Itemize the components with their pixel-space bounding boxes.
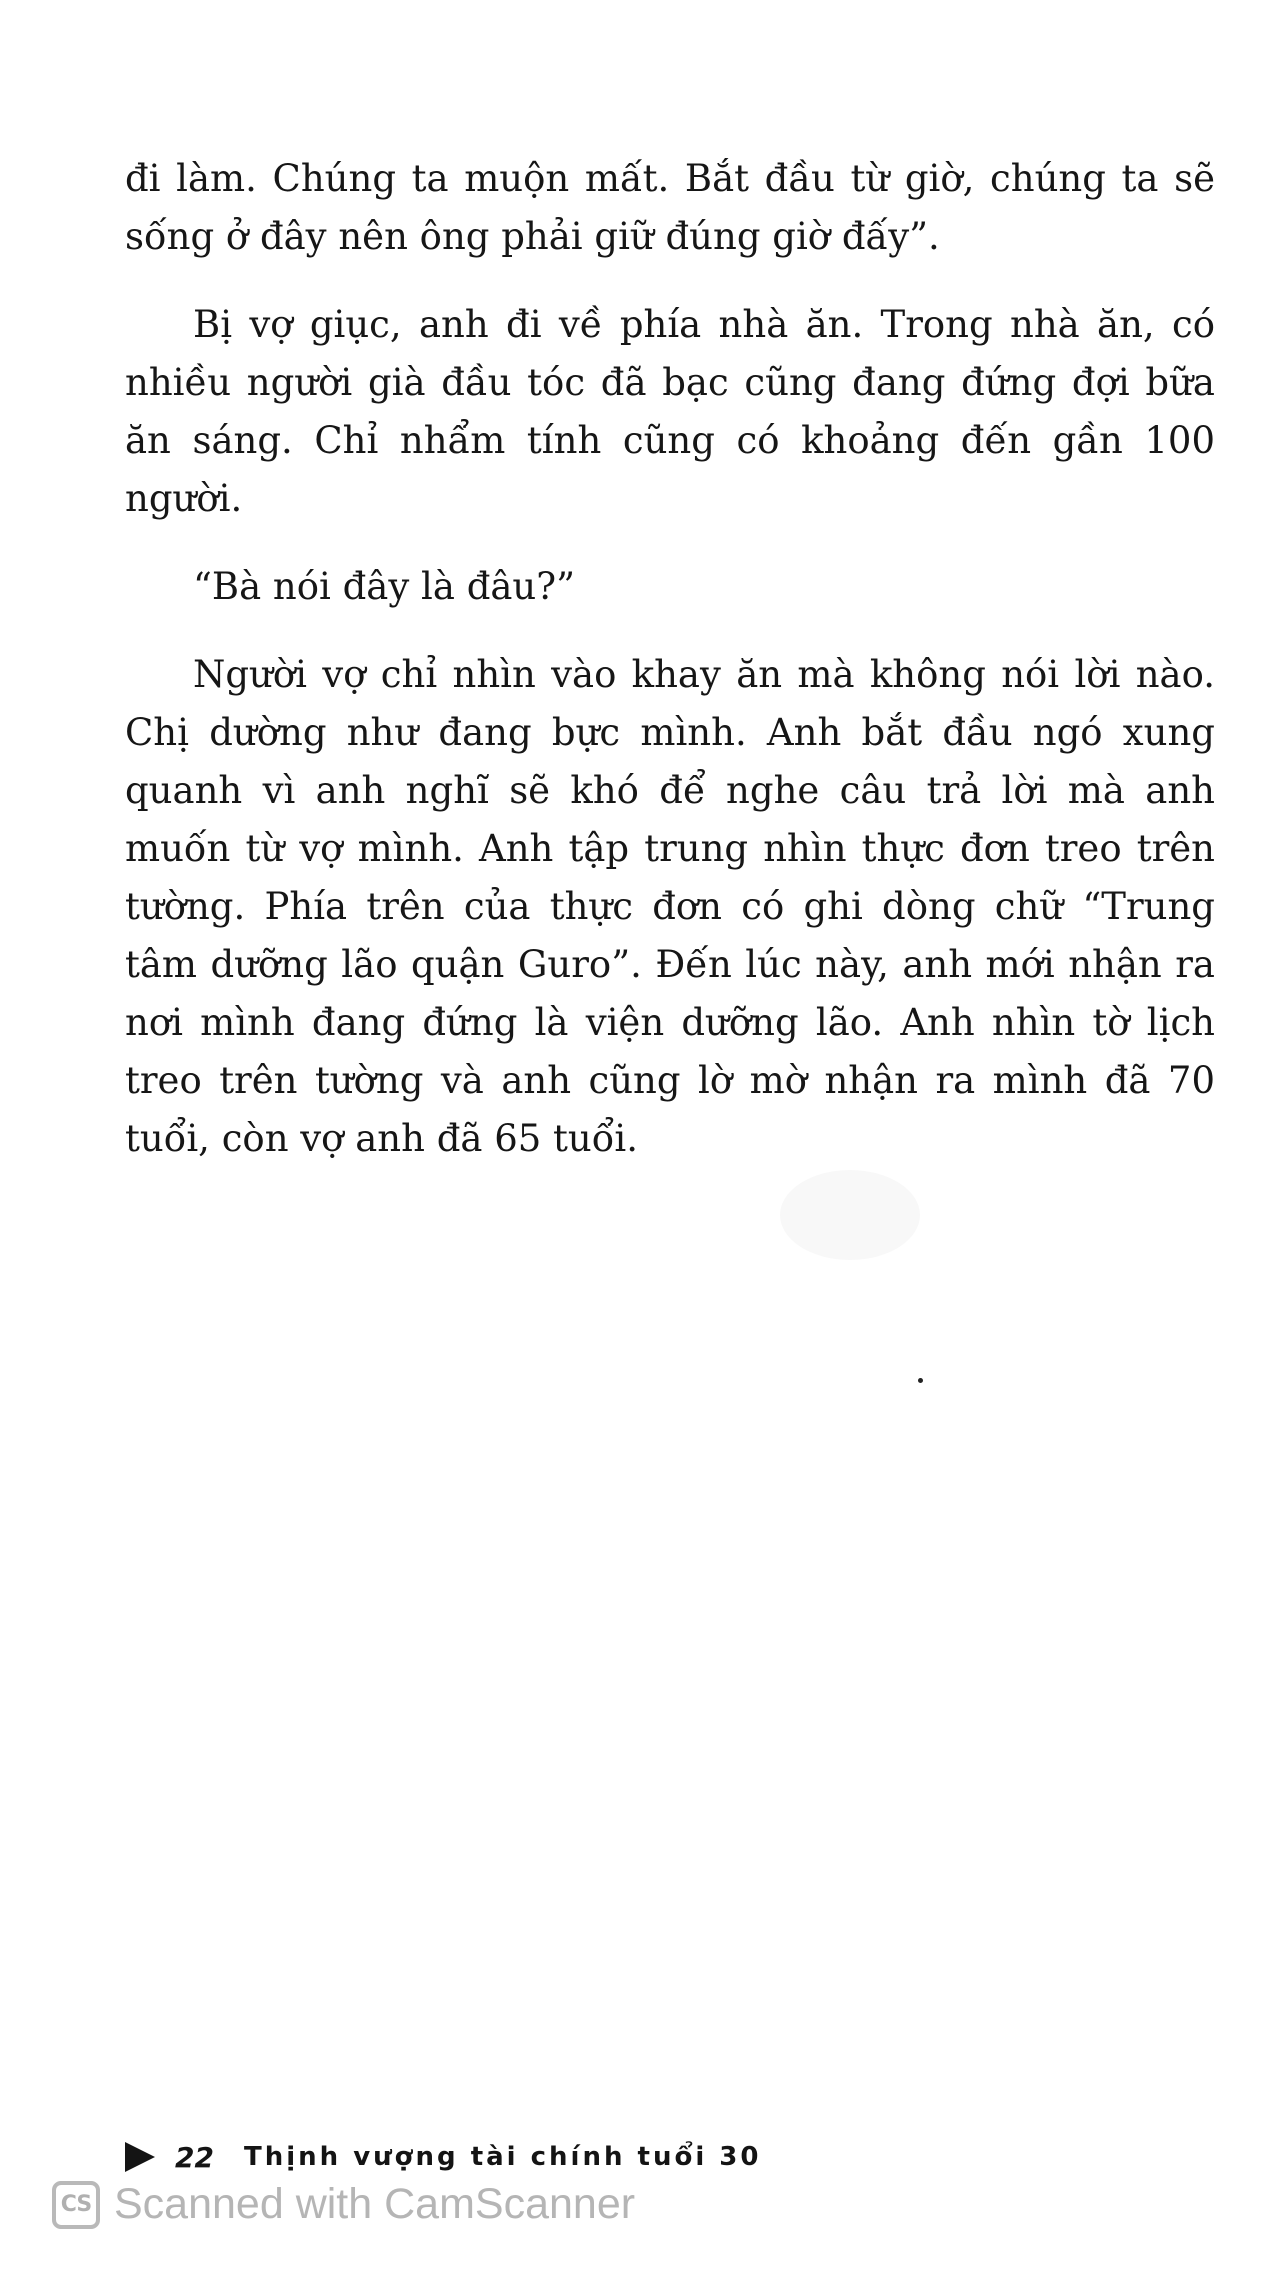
scan-speck	[918, 1378, 923, 1383]
page-footer	[125, 2132, 761, 2182]
paragraph-continued: đi làm. Chúng ta muộn mất. Bắt đầu từ giờ, chúng ta sẽ sống ở đây nên ông phải giữ đúng giờ đấy”.	[125, 157, 1215, 258]
paragraph: Người vợ chỉ nhìn vào khay ăn mà không nói lời nào. Chị dường như đang bực mình. Anh bắt đầu ngó xung quanh vì anh nghĩ sẽ khó để nghe câu trả lời mà anh muốn từ vợ mình. Anh tập trung nhìn thực đơn treo trên tường. Phía trên của thực đơn có ghi dòng chữ “Trung tâm dưỡng lão quận Guro”. Đến lúc này, anh mới nhận ra nơi mình đang đứng là viện dưỡng lão. Anh nhìn tờ lịch treo trên tường và anh cũng lờ mờ nhận ra mình đã 70 tuổi, còn vợ anh đã 65 tuổi.	[125, 653, 1215, 1160]
paragraph: Bị vợ giục, anh đi về phía nhà ăn. Trong nhà ăn, có nhiều người già đầu tóc đã bạc cũng đang đứng đợi bữa ăn sáng. Chỉ nhẩm tính cũng có khoảng đến gần 100 người.	[125, 303, 1215, 520]
camscanner-watermark	[52, 2180, 635, 2229]
play-arrow-icon	[125, 2142, 155, 2172]
page-number: 22	[175, 2140, 214, 2174]
paragraph-dialogue: “Bà nói đây là đâu?”	[193, 565, 576, 608]
camscanner-logo-icon: CS	[52, 2181, 100, 2229]
scan-smudge	[780, 1170, 920, 1260]
watermark-text: Scanned with CamScanner	[114, 2180, 636, 2228]
body-text	[125, 150, 1215, 1198]
running-title: Thịnh vượng tài chính tuổi 30	[243, 2142, 762, 2172]
